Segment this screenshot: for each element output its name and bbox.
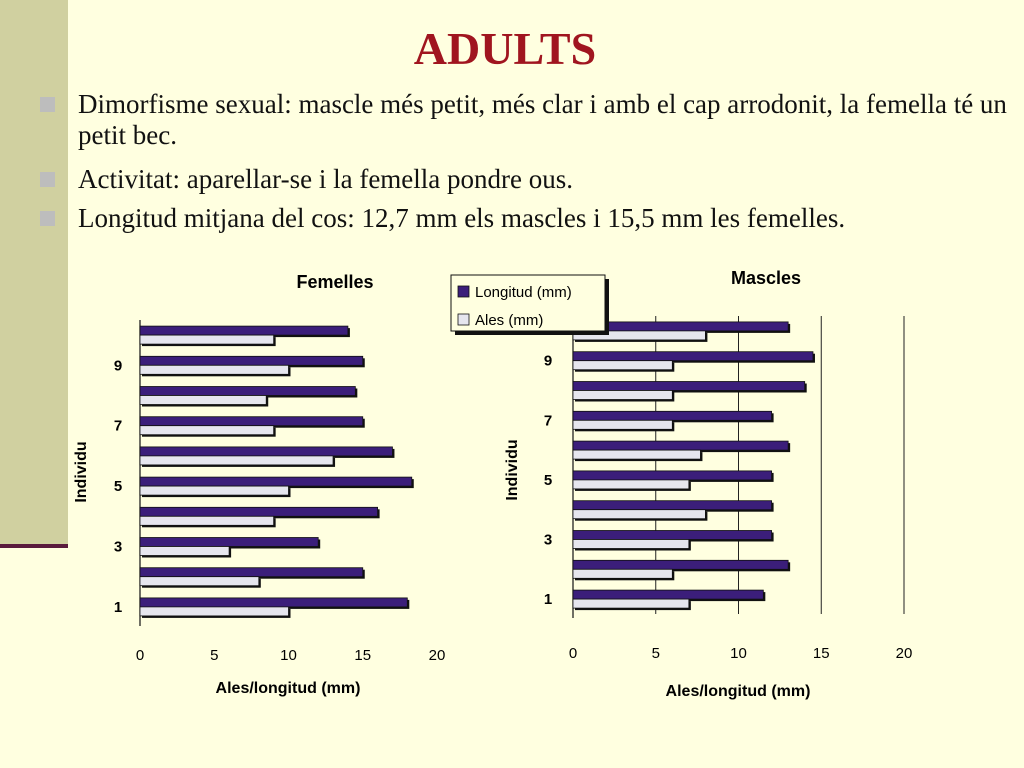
legend-swatch-ales <box>458 314 469 325</box>
legend-label-ales: Ales (mm) <box>475 312 544 329</box>
mascles-bar-ales <box>573 599 689 608</box>
femelles-bar-longitud <box>140 568 363 577</box>
femelles-y-tick-label: 5 <box>113 478 123 496</box>
femelles-bar-ales <box>140 365 289 374</box>
femelles-x-tick-label: 15 <box>354 647 372 664</box>
mascles-bar-longitud <box>573 352 813 361</box>
femelles-bar-ales <box>140 486 289 495</box>
femelles-bar-longitud <box>140 447 392 456</box>
mascles-x-tick-label: 5 <box>651 645 660 662</box>
femelles-x-tick-label: 5 <box>210 647 219 664</box>
mascles-bar-longitud <box>573 531 772 540</box>
mascles-bar-longitud <box>573 471 772 480</box>
femelles-chart-title: Femelles <box>296 272 374 292</box>
mascles-x-tick-label: 20 <box>895 645 913 662</box>
mascles-bar-ales <box>573 361 672 370</box>
femelles-bar-longitud <box>140 477 412 486</box>
mascles-bar-ales <box>573 450 700 459</box>
mascles-y-tick-label: 5 <box>543 471 553 489</box>
femelles-bar-longitud <box>140 356 363 365</box>
femelles-bar-ales <box>140 547 229 556</box>
bullet-text-3: Longitud mitjana del cos: 12,7 mm els mascles i 15,5 mm les femelles. <box>78 203 846 233</box>
mascles-y-tick-label: 7 <box>543 412 553 430</box>
bullet-text-1: Dimorfisme sexual: mascle més petit, més clar i amb el cap arrodonit, la femella té un petit bec. <box>78 89 1007 150</box>
femelles-bar-longitud <box>140 507 378 516</box>
mascles-bar-longitud <box>573 560 788 569</box>
mascles-x-tick-label: 15 <box>812 645 830 662</box>
mascles-y-tick-label: 9 <box>543 352 553 370</box>
femelles-bar-ales <box>140 335 274 344</box>
mascles-y-axis-label: Individu <box>504 439 521 501</box>
legend-label-longitud: Longitud (mm) <box>475 284 572 301</box>
femelles-y-tick-label: 7 <box>113 417 123 435</box>
femelles-bar-longitud <box>140 538 318 547</box>
mascles-bar-longitud <box>573 411 772 420</box>
femelles-bar-longitud <box>140 387 355 396</box>
femelles-x-tick-label: 0 <box>135 647 145 664</box>
mascles-bar-ales <box>573 391 672 400</box>
femelles-bar-ales <box>140 607 289 616</box>
femelles-y-tick-label: 1 <box>113 598 123 616</box>
mascles-bar-longitud <box>573 590 763 599</box>
femelles-y-tick-label: 3 <box>113 538 123 556</box>
mascles-bar-longitud <box>573 382 805 391</box>
mascles-bar-ales <box>573 569 672 578</box>
mascles-y-tick-label: 3 <box>543 531 553 549</box>
bullet-text-2: Activitat: aparellar-se i la femella pondre ous. <box>78 164 574 194</box>
legend-swatch-longitud <box>458 286 469 297</box>
femelles-bar-ales <box>140 516 274 525</box>
femelles-x-axis-label: Ales/longitud (mm) <box>215 680 361 697</box>
mascles-bar-longitud <box>573 501 772 510</box>
femelles-bar-longitud <box>140 417 363 426</box>
mascles-bar-longitud <box>573 441 788 450</box>
mascles-chart-title: Mascles <box>730 268 802 288</box>
femelles-x-tick-label: 10 <box>280 647 297 664</box>
mascles-bar-ales <box>573 540 689 549</box>
femelles-x-tick-label: 20 <box>428 647 446 664</box>
mascles-x-tick-label: 0 <box>568 645 578 662</box>
slide-title: ADULTS <box>413 23 597 74</box>
mascles-bar-ales <box>573 420 672 429</box>
femelles-bar-ales <box>140 396 266 405</box>
femelles-bar-longitud <box>140 326 348 335</box>
mascles-x-axis-label: Ales/longitud (mm) <box>665 683 811 700</box>
mascles-bar-ales <box>573 480 689 489</box>
mascles-x-tick-label: 10 <box>730 645 747 662</box>
femelles-bar-ales <box>140 577 259 586</box>
mascles-y-tick-label: 1 <box>543 591 553 609</box>
femelles-bar-longitud <box>140 598 407 607</box>
mascles-bar-ales <box>573 510 705 519</box>
femelles-y-axis-label: Individu <box>73 441 90 503</box>
femelles-y-tick-label: 9 <box>113 357 123 375</box>
femelles-bar-ales <box>140 426 274 435</box>
femelles-bar-ales <box>140 456 333 465</box>
